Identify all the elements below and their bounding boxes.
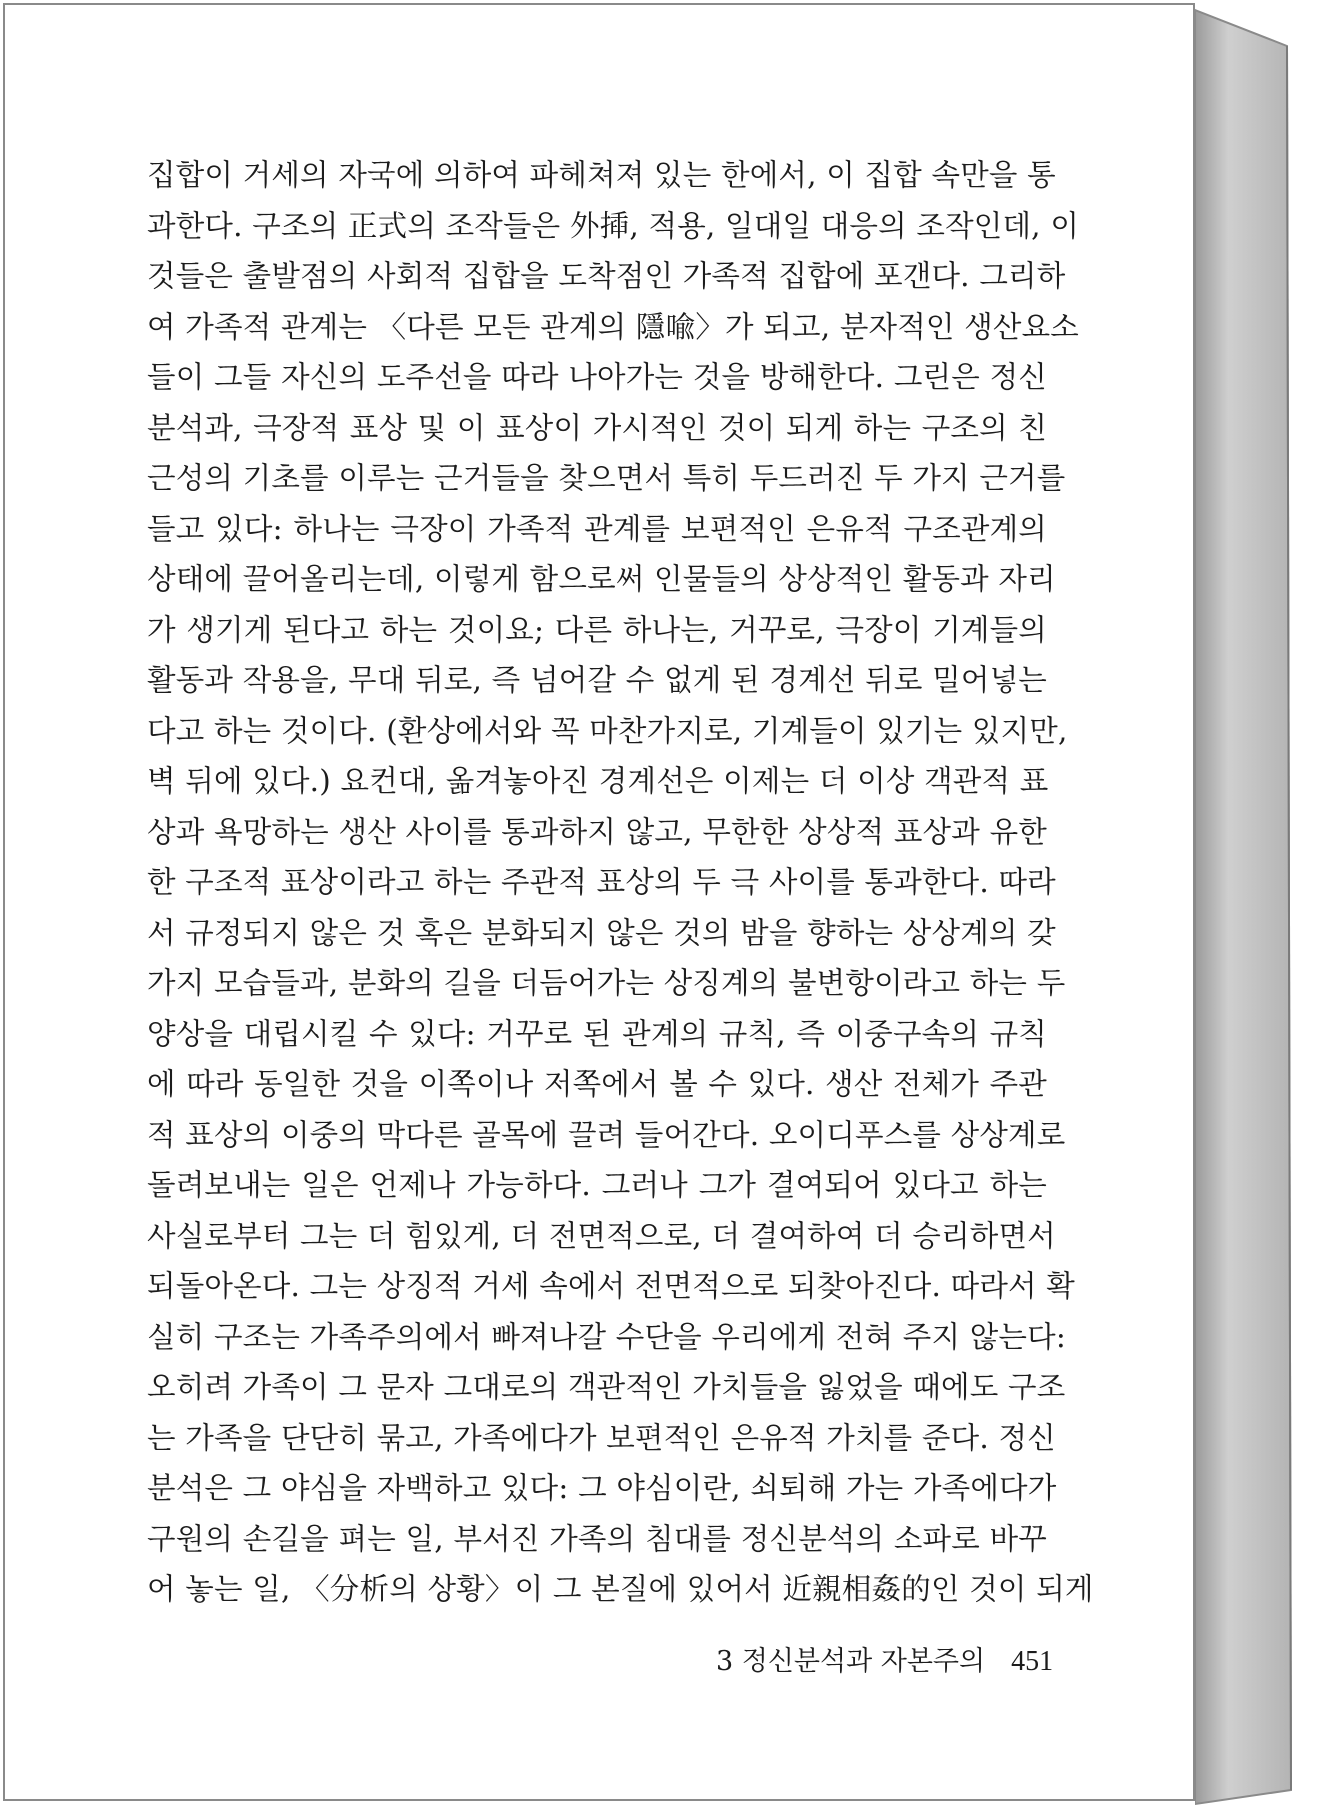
text-line: 적 표상의 이중의 막다른 골목에 끌려 들어간다. 오이디푸스를 상상계로 <box>147 1117 1066 1152</box>
text-line: 집합이 거세의 자국에 의하여 파헤쳐져 있는 한에서, 이 집합 속만을 통 <box>147 158 1056 192</box>
text-line: 여 가족적 관계는 〈다른 모든 관계의 隱喩〉가 되고, 분자적인 생산요소 <box>147 309 1079 344</box>
text-line: 들고 있다: 하나는 극장이 가족적 관계를 보편적인 은유적 구조관계의 <box>147 511 1047 546</box>
text-line: 가지 모습들과, 분화의 길을 더듬어가는 상징계의 불변항이라고 하는 두 <box>147 966 1066 1000</box>
text-line: 다고 하는 것이다. (환상에서와 꼭 마찬가지로, 기계들이 있기는 있지만, <box>147 713 1068 748</box>
text-line: 분석과, 극장적 표상 및 이 표상이 가시적인 것이 되게 하는 구조의 친 <box>147 410 1047 445</box>
page-footer <box>716 1642 1054 1682</box>
page-edge-shading <box>1195 0 1338 1806</box>
text-line: 것들은 출발점의 사회적 집합을 도착점인 가족적 집합에 포갠다. 그리하 <box>147 259 1066 293</box>
text-line: 분석은 그 야심을 자백하고 있다: 그 야심이란, 쇠퇴해 가는 가족에다가 <box>147 1471 1057 1505</box>
text-line: 근성의 기초를 이루는 근거들을 찾으면서 특히 두드러진 두 가지 근거를 <box>147 461 1066 495</box>
text-line: 실히 구조는 가족주의에서 빠져나갈 수단을 우리에게 전혀 주지 않는다: <box>147 1319 1066 1354</box>
body-text <box>147 150 1094 1615</box>
text-line: 어 놓는 일, 〈分析의 상황〉이 그 본질에 있어서 近親相姦的인 것이 되게 <box>147 1572 1094 1606</box>
text-line: 벽 뒤에 있다.) 요컨대, 옮겨놓아진 경계선은 이제는 더 이상 객관적 표 <box>147 764 1049 798</box>
text-line: 상과 욕망하는 생산 사이를 통과하지 않고, 무한한 상상적 표상과 유한 <box>147 814 1047 849</box>
text-line: 에 따라 동일한 것을 이쪽이나 저쪽에서 볼 수 있다. 생산 전체가 주관 <box>147 1067 1047 1101</box>
page-number: 451 <box>1011 1646 1054 1677</box>
text-line: 구원의 손길을 펴는 일, 부서진 가족의 침대를 정신분석의 소파로 바꾸 <box>147 1521 1047 1556</box>
text-line: 상태에 끌어올리는데, 이렇게 함으로써 인물들의 상상적인 활동과 자리 <box>147 562 1056 596</box>
text-line: 돌려보내는 일은 언제나 가능하다. 그러나 그가 결여되어 있다고 하는 <box>147 1168 1047 1202</box>
text-line: 서 규정되지 않은 것 혹은 분화되지 않은 것의 밤을 향하는 상상계의 갖 <box>147 915 1056 950</box>
text-line: 활동과 작용을, 무대 뒤로, 즉 넘어갈 수 없게 된 경계선 뒤로 밀어넣는 <box>147 663 1047 697</box>
text-line: 오히려 가족이 그 문자 그대로의 객관적인 가치들을 잃었을 때에도 구조 <box>147 1370 1066 1404</box>
text-line: 과한다. 구조의 正式의 조작들은 外揷, 적용, 일대일 대응의 조작인데, 이 <box>147 208 1080 243</box>
text-line: 들이 그들 자신의 도주선을 따라 나아가는 것을 방해한다. 그린은 정신 <box>147 360 1047 394</box>
running-head: 3 정신분석과 자본주의 <box>716 1646 986 1677</box>
text-line: 는 가족을 단단히 묶고, 가족에다가 보편적인 은유적 가치를 준다. 정신 <box>147 1420 1056 1455</box>
text-line: 사실로부터 그는 더 힘있게, 더 전면적으로, 더 결여하여 더 승리하면서 <box>147 1218 1056 1253</box>
text-line: 양상을 대립시킬 수 있다: 거꾸로 된 관계의 규칙, 즉 이중구속의 규칙 <box>147 1016 1047 1051</box>
text-line: 한 구조적 표상이라고 하는 주관적 표상의 두 극 사이를 통과한다. 따라 <box>147 865 1056 899</box>
text-line: 되돌아온다. 그는 상징적 거세 속에서 전면적으로 되찾아진다. 따라서 확 <box>147 1269 1075 1303</box>
text-line: 가 생기게 된다고 하는 것이요; 다른 하나는, 거꾸로, 극장이 기계들의 <box>147 612 1047 647</box>
